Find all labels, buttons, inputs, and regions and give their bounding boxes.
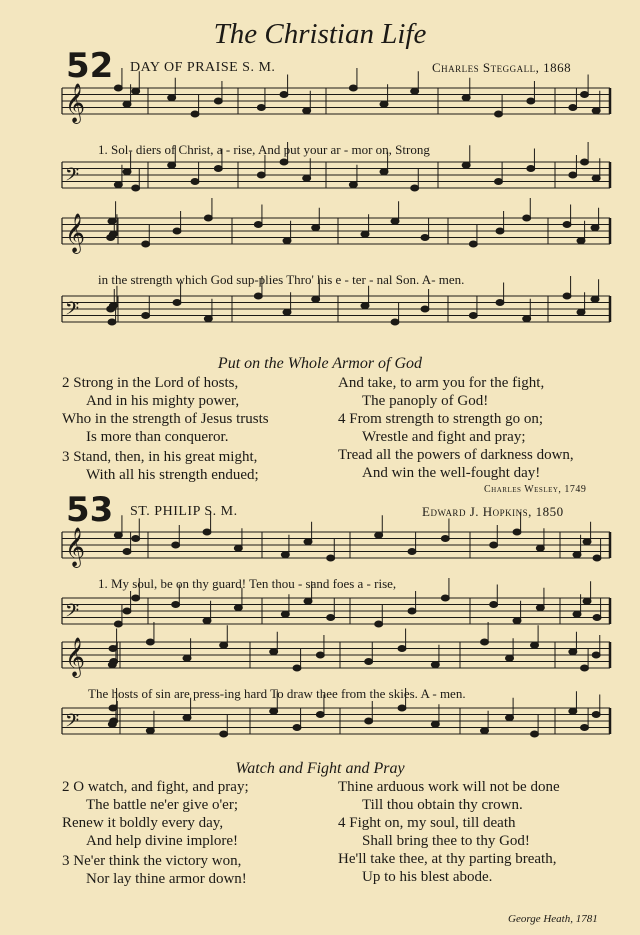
lyric-line-53-2: The hosts of sin are press-ing hard To draw thee from the skies. A - men. bbox=[88, 686, 466, 701]
author-52: Charles Wesley, 1749 bbox=[484, 484, 587, 495]
subtitle-53: Watch and Fight and Pray bbox=[235, 760, 405, 777]
composer-52: Charles Steggall, 1868 bbox=[432, 60, 572, 75]
note-head bbox=[569, 172, 577, 178]
note-head bbox=[114, 182, 122, 188]
note-head bbox=[569, 649, 577, 655]
verse-line: Nor lay thine armor down! bbox=[86, 871, 247, 887]
note-head bbox=[280, 92, 288, 98]
verse-line: And in his mighty power, bbox=[86, 393, 240, 409]
note-head bbox=[361, 231, 369, 237]
note-head bbox=[527, 166, 535, 172]
note-head bbox=[172, 602, 180, 608]
note-head bbox=[592, 652, 600, 658]
note-head bbox=[375, 621, 383, 627]
composer-53: Edward J. Hopkins, 1850 bbox=[422, 504, 564, 519]
note-head bbox=[303, 175, 311, 181]
note-head bbox=[123, 101, 131, 107]
note-head bbox=[280, 159, 288, 165]
treble-clef: 𝄞 bbox=[65, 213, 86, 253]
note-head bbox=[365, 718, 373, 724]
note-head bbox=[583, 539, 591, 545]
note-head bbox=[593, 555, 601, 561]
verse-line: The panoply of God! bbox=[362, 393, 489, 409]
verse-line: Is more than conqueror. bbox=[86, 429, 229, 445]
note-head bbox=[132, 595, 140, 601]
note-head bbox=[593, 615, 601, 621]
note-head bbox=[536, 605, 544, 611]
note-head bbox=[581, 92, 589, 98]
note-head bbox=[142, 313, 150, 319]
note-head bbox=[327, 555, 335, 561]
treble-clef: 𝄞 bbox=[65, 83, 86, 123]
note-head bbox=[108, 662, 116, 668]
verse-line: 2 Strong in the Lord of hosts, bbox=[62, 375, 239, 391]
bass-clef: 𝄢 bbox=[65, 165, 80, 190]
note-head bbox=[506, 655, 514, 661]
note-head bbox=[173, 228, 181, 234]
note-head bbox=[220, 642, 228, 648]
verses-left-53 bbox=[62, 778, 249, 888]
note-head bbox=[132, 88, 140, 94]
note-head bbox=[523, 215, 531, 221]
note-head bbox=[531, 642, 539, 648]
verse-line: Thine arduous work will not be done bbox=[338, 779, 560, 795]
verse-line: 4 Fight on, my soul, till death bbox=[338, 815, 516, 831]
verse-line: The battle ne'er give o'er; bbox=[86, 797, 238, 813]
bass-clef: 𝄢 bbox=[65, 711, 80, 736]
note-head bbox=[577, 238, 585, 244]
note-head bbox=[114, 85, 122, 91]
verse-line: Up to his blest abode. bbox=[362, 869, 493, 885]
note-head bbox=[563, 222, 571, 228]
note-head bbox=[114, 532, 122, 538]
note-head bbox=[168, 162, 176, 168]
note-head bbox=[398, 705, 406, 711]
note-head bbox=[391, 319, 399, 325]
note-head bbox=[107, 306, 115, 312]
verses-left-52 bbox=[62, 374, 269, 484]
note-head bbox=[531, 731, 539, 737]
note-head bbox=[132, 185, 140, 191]
note-head bbox=[214, 98, 222, 104]
note-head bbox=[191, 179, 199, 185]
note-head bbox=[108, 721, 116, 727]
note-head bbox=[349, 182, 357, 188]
page-title: The Christian Life bbox=[213, 18, 427, 50]
verse-line: Who in the strength of Jesus trusts bbox=[62, 411, 269, 427]
note-head bbox=[573, 552, 581, 558]
verse-line: Shall bring thee to thy God! bbox=[362, 833, 530, 849]
note-head bbox=[527, 98, 535, 104]
note-head bbox=[481, 639, 489, 645]
note-head bbox=[591, 225, 599, 231]
bass-clef: 𝄢 bbox=[65, 601, 80, 626]
verse-line: With all his strength endued; bbox=[86, 467, 259, 483]
note-head bbox=[168, 95, 176, 101]
treble-clef: 𝄞 bbox=[65, 637, 86, 677]
note-head bbox=[431, 662, 439, 668]
verse-line: Wrestle and fight and pray; bbox=[362, 429, 526, 445]
note-head bbox=[581, 725, 589, 731]
note-head bbox=[421, 235, 429, 241]
note-head bbox=[173, 300, 181, 306]
note-head bbox=[583, 598, 591, 604]
treble-clef: 𝄞 bbox=[65, 527, 86, 567]
note-head bbox=[462, 162, 470, 168]
note-head bbox=[408, 608, 416, 614]
note-head bbox=[204, 215, 212, 221]
verse-line: Renew it boldly every day, bbox=[62, 815, 224, 831]
note-head bbox=[123, 608, 131, 614]
note-head bbox=[204, 316, 212, 322]
verses-right-52 bbox=[338, 374, 574, 482]
verse-line: 3 Ne'er think the victory won, bbox=[62, 853, 242, 869]
note-head bbox=[281, 552, 289, 558]
note-head bbox=[577, 309, 585, 315]
note-head bbox=[496, 228, 504, 234]
note-head bbox=[592, 712, 600, 718]
note-head bbox=[203, 618, 211, 624]
tune-name-53: ST. PHILIP S. M. bbox=[130, 504, 238, 519]
note-head bbox=[234, 605, 242, 611]
note-head bbox=[380, 169, 388, 175]
note-head bbox=[421, 306, 429, 312]
note-head bbox=[481, 728, 489, 734]
note-head bbox=[123, 169, 131, 175]
lyric-line-53-1: 1. My soul, be on thy guard! Ten thou - sand foes a - rise, bbox=[98, 576, 397, 591]
note-head bbox=[283, 309, 291, 315]
note-head bbox=[441, 536, 449, 542]
note-head bbox=[513, 618, 521, 624]
note-head bbox=[462, 95, 470, 101]
verse-line: 3 Stand, then, in his great might, bbox=[62, 449, 258, 465]
note-head bbox=[431, 721, 439, 727]
verse-line: And win the well-fought day! bbox=[362, 465, 541, 481]
lyric-line-52-2: in the strength which God sup-plies Thro' his e - ter - nal Son. A- men. bbox=[98, 272, 465, 287]
note-head bbox=[391, 218, 399, 224]
note-head bbox=[281, 611, 289, 617]
note-head bbox=[490, 542, 498, 548]
verse-line: 4 From strength to strength go on; bbox=[338, 411, 543, 427]
note-head bbox=[495, 179, 503, 185]
note-head bbox=[569, 708, 577, 714]
note-head bbox=[569, 105, 577, 111]
note-head bbox=[132, 536, 140, 542]
note-head bbox=[283, 238, 291, 244]
note-head bbox=[303, 108, 311, 114]
note-head bbox=[365, 659, 373, 665]
note-head bbox=[293, 725, 301, 731]
note-head bbox=[191, 111, 199, 117]
note-head bbox=[496, 300, 504, 306]
verse-line: And take, to arm you for the fight, bbox=[338, 375, 545, 391]
hymn-number-52: 52 bbox=[66, 46, 114, 86]
note-head bbox=[146, 728, 154, 734]
note-head bbox=[581, 159, 589, 165]
note-head bbox=[107, 235, 115, 241]
hymn-number-53: 53 bbox=[66, 490, 114, 530]
subtitle-52: Put on the Whole Armor of God bbox=[217, 355, 423, 372]
note-head bbox=[234, 545, 242, 551]
note-head bbox=[563, 293, 571, 299]
verse-line: He'll take thee, at thy parting breath, bbox=[338, 851, 557, 867]
note-head bbox=[108, 218, 116, 224]
note-head bbox=[108, 319, 116, 325]
note-head bbox=[536, 545, 544, 551]
note-head bbox=[304, 539, 312, 545]
note-head bbox=[441, 595, 449, 601]
verse-line: Till thou obtain thy crown. bbox=[362, 797, 523, 813]
note-head bbox=[123, 549, 131, 555]
verse-line: And help divine implore! bbox=[86, 833, 239, 849]
note-head bbox=[220, 731, 228, 737]
note-head bbox=[327, 615, 335, 621]
note-head bbox=[257, 105, 265, 111]
note-head bbox=[411, 88, 419, 94]
note-head bbox=[573, 611, 581, 617]
note-head bbox=[523, 316, 531, 322]
note-head bbox=[254, 222, 262, 228]
note-head bbox=[495, 111, 503, 117]
note-head bbox=[270, 649, 278, 655]
note-head bbox=[411, 185, 419, 191]
note-head bbox=[312, 225, 320, 231]
note-head bbox=[316, 712, 324, 718]
note-head bbox=[142, 241, 150, 247]
note-head bbox=[469, 313, 477, 319]
note-head bbox=[114, 621, 122, 627]
note-head bbox=[304, 598, 312, 604]
note-head bbox=[146, 639, 154, 645]
note-head bbox=[469, 241, 477, 247]
note-head bbox=[591, 296, 599, 302]
note-head bbox=[398, 646, 406, 652]
note-head bbox=[254, 293, 262, 299]
note-head bbox=[316, 652, 324, 658]
verses-right-53 bbox=[338, 778, 560, 886]
bass-clef: 𝄢 bbox=[65, 299, 80, 324]
tune-name-52: DAY OF PRAISE S. M. bbox=[130, 60, 276, 75]
verse-line: 2 O watch, and fight, and pray; bbox=[62, 779, 249, 795]
note-head bbox=[490, 602, 498, 608]
note-head bbox=[349, 85, 357, 91]
note-head bbox=[203, 529, 211, 535]
verse-line: Tread all the powers of darkness down, bbox=[338, 447, 574, 463]
note-head bbox=[592, 108, 600, 114]
note-head bbox=[214, 166, 222, 172]
note-head bbox=[592, 175, 600, 181]
note-head bbox=[312, 296, 320, 302]
note-head bbox=[172, 542, 180, 548]
note-head bbox=[513, 529, 521, 535]
note-head bbox=[270, 708, 278, 714]
author-53: George Heath, 1781 bbox=[508, 913, 598, 925]
note-head bbox=[581, 665, 589, 671]
note-head bbox=[183, 715, 191, 721]
note-head bbox=[408, 549, 416, 555]
note-head bbox=[257, 172, 265, 178]
note-head bbox=[380, 101, 388, 107]
note-head bbox=[293, 665, 301, 671]
note-head bbox=[375, 532, 383, 538]
note-head bbox=[183, 655, 191, 661]
note-head bbox=[506, 715, 514, 721]
lyric-line-52-1: 1. Sol- diers of Christ, a - rise, And put your ar - mor on, Strong bbox=[98, 142, 430, 157]
note-head bbox=[361, 303, 369, 309]
